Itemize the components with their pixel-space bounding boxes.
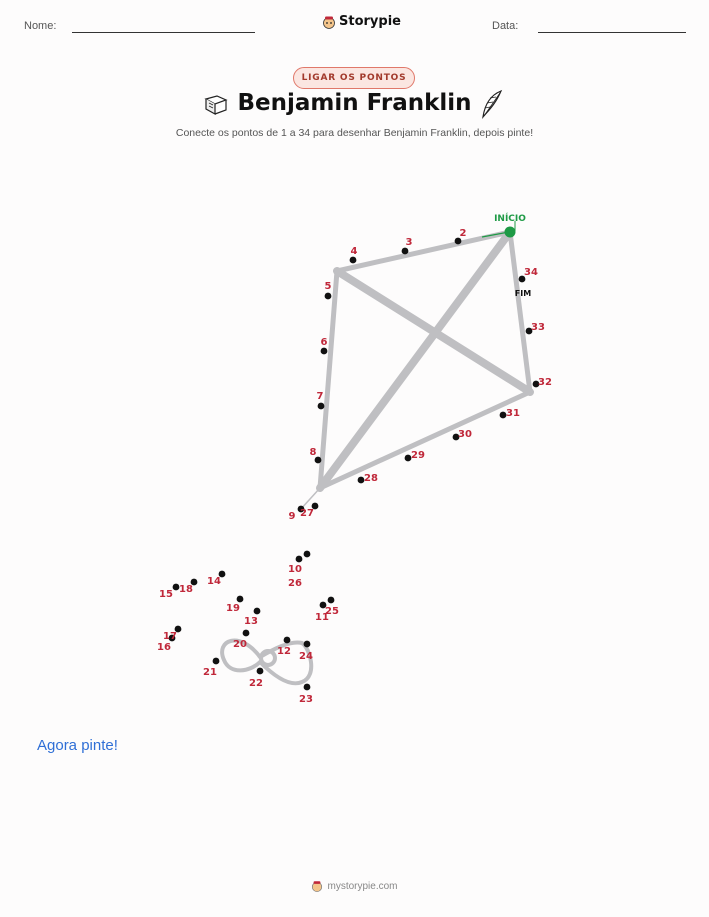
activity-badge: LIGAR OS PONTOS	[293, 67, 415, 89]
dot-21[interactable]	[213, 658, 220, 665]
dot-number-32: 32	[538, 377, 552, 388]
dot-number-24: 24	[299, 651, 313, 662]
dot-10[interactable]	[296, 556, 303, 563]
dot-12[interactable]	[284, 637, 291, 644]
dot-number-3: 3	[405, 237, 413, 248]
dot-number-10: 10	[288, 564, 302, 575]
dot-5[interactable]	[325, 293, 332, 300]
dot-number-16: 16	[157, 642, 171, 653]
dot-number-14: 14	[207, 576, 221, 587]
page-title: Benjamin Franklin	[237, 90, 472, 116]
dot-19[interactable]	[237, 596, 244, 603]
dot-23[interactable]	[304, 684, 311, 691]
footer-url: mystorypie.com	[327, 880, 398, 892]
dot-number-20: 20	[233, 639, 247, 650]
dot-number-19: 19	[226, 603, 240, 614]
kite-cross-bar-short	[337, 271, 530, 392]
dot-number-11: 11	[315, 612, 329, 623]
instructions: Conecte os pontos de 1 a 34 para desenhar Benjamin Franklin, depois pinte!	[175, 127, 534, 139]
dot-7[interactable]	[318, 403, 325, 410]
dot-number-30: 30	[458, 429, 472, 440]
dot-4[interactable]	[350, 257, 357, 264]
dot-24[interactable]	[304, 641, 311, 648]
dot-number-28: 28	[364, 473, 378, 484]
kite-guide-lines	[222, 232, 530, 683]
dot-number-9: 9	[288, 511, 296, 522]
dot-number-27: 27	[300, 508, 314, 519]
dot-number-15: 15	[159, 589, 173, 600]
dot-number-25: 25	[325, 606, 339, 617]
start-label: INÍCIO	[494, 214, 526, 224]
dot-20[interactable]	[243, 630, 250, 637]
dot-number-31: 31	[506, 408, 520, 419]
dot-number-12: 12	[277, 646, 291, 657]
dot-number-8: 8	[309, 447, 317, 458]
dot-13[interactable]	[254, 608, 261, 615]
dot-number-29: 29	[411, 450, 425, 461]
end-label: FIM	[514, 289, 532, 298]
dot-number-17: 17	[163, 631, 177, 642]
dot-25[interactable]	[328, 597, 335, 604]
dot-number-18: 18	[179, 584, 193, 595]
name-label: Nome:	[24, 20, 57, 32]
brand-name: Storypie	[339, 14, 401, 29]
dot-number-4: 4	[350, 246, 358, 257]
dot-number-7: 7	[316, 391, 324, 402]
footer	[0, 880, 709, 892]
dot-number-23: 23	[299, 694, 313, 705]
dot-number-26: 26	[288, 578, 302, 589]
start-dot[interactable]	[505, 227, 516, 238]
dot-6[interactable]	[321, 348, 328, 355]
dot-number-13: 13	[244, 616, 258, 627]
dot-number-33: 33	[531, 322, 545, 333]
date-label: Data:	[492, 20, 519, 32]
pie-mascot-icon	[311, 880, 323, 892]
dot-number-22: 22	[249, 678, 263, 689]
dot-number-6: 6	[320, 337, 328, 348]
dot-number-5: 5	[324, 281, 332, 292]
dot-number-2: 2	[459, 228, 467, 239]
dot-number-21: 21	[203, 667, 217, 678]
dot-number-34: 34	[524, 267, 538, 278]
dot-26[interactable]	[304, 551, 311, 558]
dot-22[interactable]	[257, 668, 264, 675]
dot-3[interactable]	[402, 248, 409, 255]
now-color-prompt: Agora pinte!	[37, 737, 118, 754]
